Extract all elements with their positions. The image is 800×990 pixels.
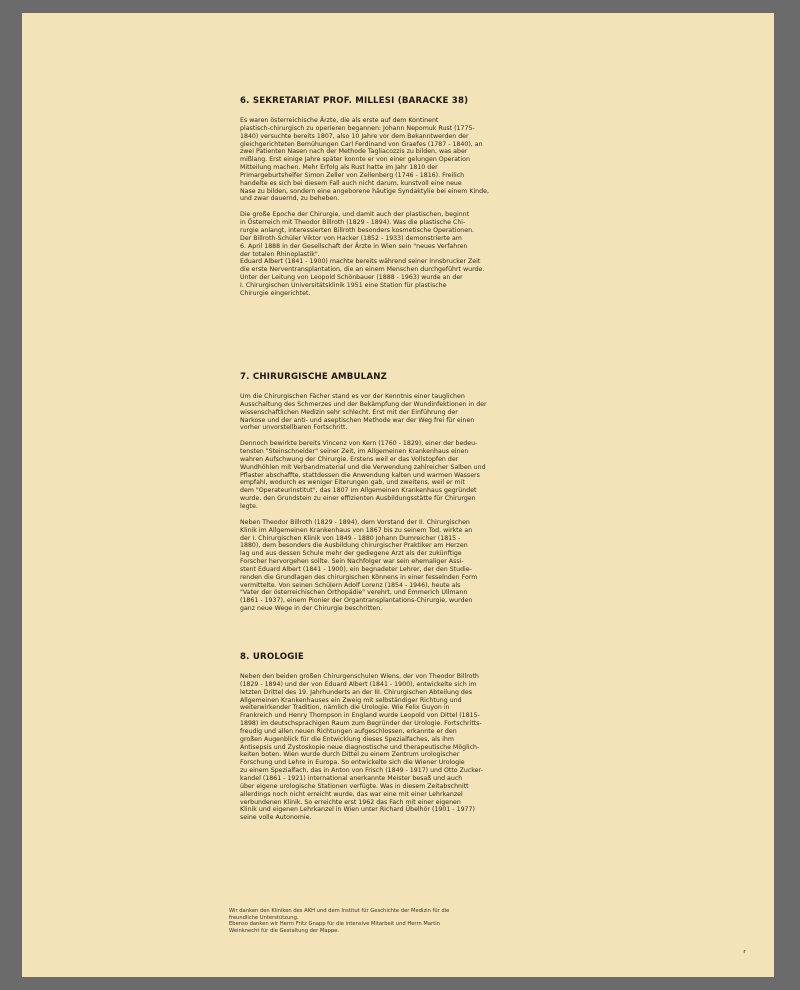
section-sekretariat (240, 96, 540, 306)
acknowledgement-footer: Wir danken den Kliniken des AKH und dem Institut für Geschichte der Medizin für die freundliche Unterstützung. Ebenso danken wir Herrn Fritz Gnapp für die intensive Mitarbeit und Herrn Martin Weinknecht für die Gestaltung der Mappe. (229, 908, 450, 934)
document-page (22, 13, 774, 977)
section-paragraph: Neben den beiden großen Chirurgenschulen Wiens, der von Theodor Billroth (1829 - 1894) und der von Eduard Albert (1841 - 1900), entwickelte sich im letzten Drittel des 19. Jahrhunderts an der III. Chirurgischen Abteilung des Allgemeinen Krankenhauses ein Zweig mit selbständiger Richtung und weiterwirkender Tradition, nämlich die Urologie. Wie Felix Guyon in Frankreich und Henry Thompson in England wurde Leopold von Dittel (1815- 1898) im deutschsprachigen Raum zum Begründer der Urologie. Fortschritts- freudig und allen neuen Richtungen aufgeschlossen, erkannte er den großen Augenblick für die Entwicklung dieses Spezialfaches, als ihm Antisepsis und Zystoskopie neue diagnostische und therapeutische Möglich- keiten boten. Wien wurde durch Dittel zu einem Zentrum urologischer Forschung und Lehre in Europa. So entwickelte sich die Wiener Urologie zu einem Spezialfach, das in Anton von Frisch (1849 - 1917) und Otto Zucker- kandel (1861 - 1921) international anerkannte Meister besaß und auch über eigene urologische Stationen verfügte. Was in diesem Zeitabschnitt allerdings noch nicht erreicht wurde, das war eine mit einer Lehrkanzel verbundenen Klinik. So erreichte erst 1962 das Fach mit einer eigenen Klinik und eigenen Lehrkanzel in Wien unter Richard Übelhör (1901 - 1977) seine volle Autonomie. (240, 673, 483, 822)
section-paragraph: Um die Chirurgischen Fächer stand es vor der Kenntnis einer tauglichen Ausschaltung des Schmerzes und der Bekämpfung der Wundinfektionen in der wissenschaftlichen Medizin sehr schlecht. Erst mit der Einführung der Narkose und der anti- und aseptischen Methode war der Weg frei für einen vorher unvorstellbaren Fortschritt. (240, 393, 487, 432)
section-urologie (240, 652, 540, 830)
section-heading: 6. SEKRETARIAT PROF. MILLESI (BARACKE 38) (240, 96, 469, 106)
corner-mark: ⸢ (743, 950, 747, 960)
section-paragraph: Neben Theodor Billroth (1829 - 1894), dem Vorstand der II. Chirurgischen Klinik im Allgemeinen Krankenhaus von 1867 bis zu seinem Tod, wirkte an der I. Chirurgischen Klinik von 1849 - 1880 Johann Dumreicher (1815 - 1880), dem besonders die Ausbildung chirurgischer Praktiker am Herzen lag und aus dessen Schule mehr der gediegene Arzt als der zukünftige Forscher hervorgehen sollte. Sein Nachfolger war sein ehemaliger Assi- stent Eduard Albert (1841 - 1900), ein begnadeter Lehrer, der den Studie- renden die Grundlagen des chirurgischen Könnens in einer fesselnden Form vermittelte. Von seinen Schülern Adolf Lorenz (1854 - 1946), heute als "Vater der österreichischen Orthopädie" verehrt, und Emmerich Ullmann (1861 - 1937), einem Pionier der Organtransplantations-Chirurgie, wurden ganz neue Wege in der Chirurgie beschritten. (240, 518, 478, 613)
section-paragraph: Dennoch bewirkte bereits Vincenz von Kern (1760 - 1829), einer der bedeu- tensten "Steinschneider" seiner Zeit, im Allgemeinen Krankenhaus einen wahren Aufschwung der Chirurgie. Erstens weil er das Vollstopfen der Wundhöhlen mit Verbandmaterial und die Verwendung zahlreicher Salben und Pflaster abschaffte, stattdessen die Anwendung kalten und warmen Wassers empfahl, wodurch es weniger Eiterungen gab, und zweitens, weil er mit dem "Operateurinstitut", das 1807 im Allgemeinen Krankenhaus gegründet wurde, den Grundstein zu einer effizienten Ausbildungsstätte für Chirurgen legte. (240, 440, 486, 510)
section-heading: 7. CHIRURGISCHE AMBULANZ (240, 372, 388, 382)
section-paragraph: Die große Epoche der Chirurgie, und damit auch der plastischen, beginnt in Österreich mit Theodor Billroth (1829 - 1894). Was die plastische Chi- rurgie anlangt, interessierten Billroth besonders kosmetische Operationen. Der Billroth-Schüler Viktor von Hacker (1852 - 1933) demonstrierte am 6. April 1888 in der Gesellschaft der Ärzte in Wien sein "neues Verfahren der totalen Rhinoplastik". Eduard Albert (1841 - 1900) machte bereits während seiner Innsbrucker Zeit die erste Nerventransplantation, die an einem Menschen durchgeführt wurde. Unter der Leitung von Leopold Schönbauer (1888 - 1963) wurde an der I. Chirurgischen Universitätsklinik 1951 eine Station für plastische Chirurgie eingerichtet. (240, 211, 485, 297)
section-chirurgische-ambulanz (240, 372, 540, 621)
section-heading: 8. UROLOGIE (240, 652, 304, 662)
section-paragraph: Es waren österreichische Ärzte, die als erste auf dem Kontinent plastisch-chirurgisch zu operieren begannen: Johann Nepomuk Rust (1775- 1840) versuchte bereits 1807, also 10 Jahre vor dem Bekanntwerden der gleichgerichteten Bemühungen Carl Ferdinand von Graefes (1787 - 1840), an zwei Patienten Nasen nach der Methode Tagliacozzis zu bilden, was aber mißlang. Erst einige Jahre später konnte er von einer gelungen Operation Mitteilung machen. Mehr Erfolg als Rust hatte im Jahr 1810 der Primargeburtshelfer Simon Zeller von Zellenberg (1746 - 1816). Freilich handelte es sich bei diesem Fall auch nicht darum, kunstvoll eine neue Nase zu bilden, sondern eine angeborene häutige Syndaktylie bei einem Kinde, und zwar dauernd, zu beheben. (240, 117, 489, 203)
